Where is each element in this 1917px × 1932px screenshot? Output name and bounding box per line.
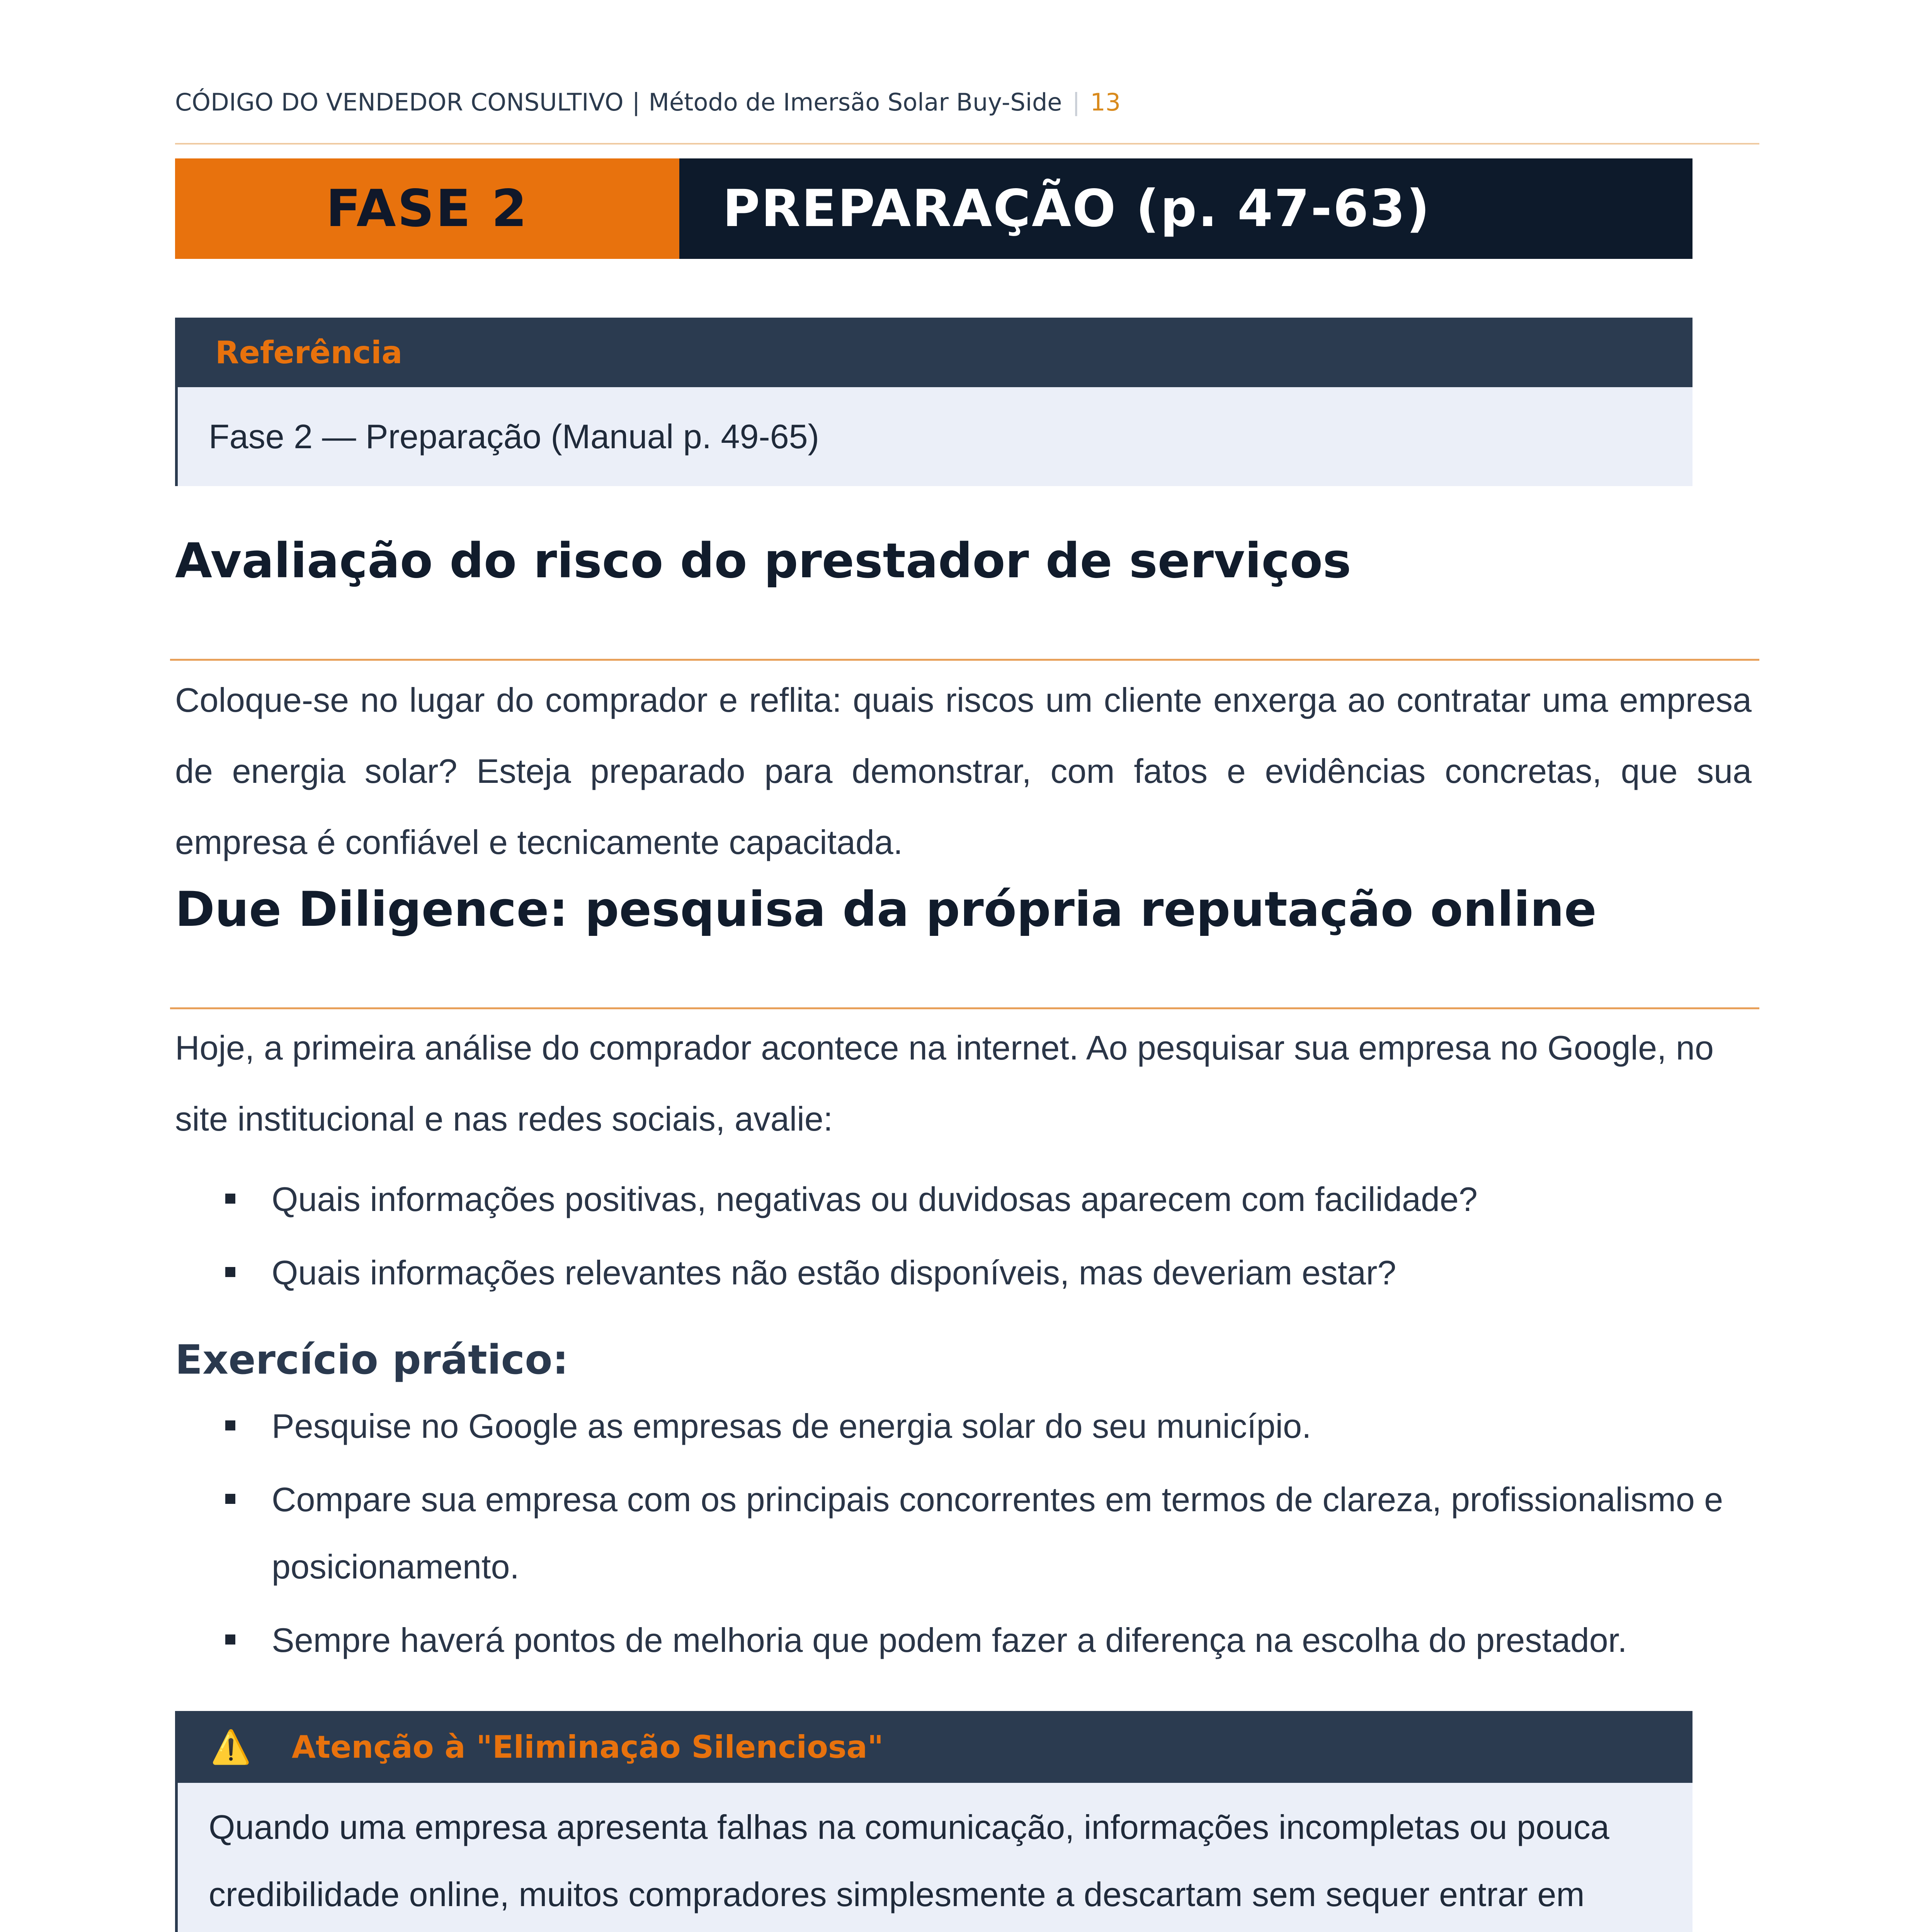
- phase-label: FASE 2: [175, 158, 679, 259]
- running-header: [175, 88, 1759, 116]
- header-method-title: Método de Imersão Solar Buy-Side: [648, 88, 1062, 116]
- square-bullet-icon: [225, 1267, 235, 1277]
- page-number: 13: [1090, 88, 1121, 116]
- warning-callout: [175, 1711, 1692, 1932]
- section-paragraph-provider-risk: Coloque-se no lugar do comprador e reflita: quais riscos um cliente enxerga ao contratar uma empresa de energia solar? Esteja preparado para demonstrar, com fatos e evidências concretas, que sua empresa é confiável e tecnicamente capacitada.: [175, 681, 1752, 861]
- warning-callout-header: [175, 1711, 1692, 1783]
- due-diligence-bullet-list: [175, 1166, 1752, 1306]
- header-divider: [175, 143, 1759, 145]
- list-item: Quais informações relevantes não estão disponíveis, mas deveriam estar?: [175, 1239, 1752, 1306]
- square-bullet-icon: [225, 1420, 235, 1430]
- section-heading-rule: [170, 659, 1759, 661]
- square-bullet-icon: [225, 1634, 235, 1645]
- list-item: Pesquise no Google as empresas de energia solar do seu município.: [175, 1393, 1752, 1460]
- square-bullet-icon: [225, 1494, 235, 1504]
- header-document-title: CÓDIGO DO VENDEDOR CONSULTIVO: [175, 88, 624, 116]
- exercise-bullet-list: [175, 1393, 1752, 1674]
- section-heading-provider-risk: Avaliação do risco do prestador de serviços: [175, 533, 1351, 589]
- phase-title: PREPARAÇÃO (p. 47-63): [679, 158, 1692, 259]
- section-heading-rule: [170, 1007, 1759, 1009]
- square-bullet-icon: [225, 1194, 235, 1204]
- exercise-heading: Exercício prático:: [175, 1336, 569, 1383]
- list-item: Sempre haverá pontos de melhoria que podem fazer a diferença na escolha do prestador.: [175, 1607, 1752, 1674]
- warning-callout-body: Quando uma empresa apresenta falhas na comunicação, informações incompletas ou pouca credibilidade online, muitos compradores simplesmente a descartam sem sequer entrar em: [175, 1783, 1692, 1932]
- list-item: Quais informações positivas, negativas ou duvidosas aparecem com facilidade?: [175, 1166, 1752, 1233]
- section-paragraph-due-diligence: Hoje, a primeira análise do comprador acontece na internet. Ao pesquisar sua empresa no Google, no site institucional e nas redes sociais, avalie:: [175, 1029, 1714, 1138]
- warning-icon: ⚠️: [211, 1728, 251, 1766]
- reference-callout-body: Fase 2 — Preparação (Manual p. 49-65): [175, 387, 1692, 486]
- reference-callout-title: Referência: [175, 318, 1692, 387]
- section-heading-due-diligence: Due Diligence: pesquisa da própria reputação online: [175, 882, 1597, 937]
- list-item: Compare sua empresa com os principais concorrentes em termos de clareza, profissionalismo e posicionamento.: [175, 1466, 1752, 1600]
- warning-callout-title: Atenção à "Eliminação Silenciosa": [292, 1729, 884, 1765]
- reference-callout: [175, 318, 1692, 486]
- header-separator: |: [632, 88, 640, 116]
- header-separator-light: |: [1072, 88, 1080, 116]
